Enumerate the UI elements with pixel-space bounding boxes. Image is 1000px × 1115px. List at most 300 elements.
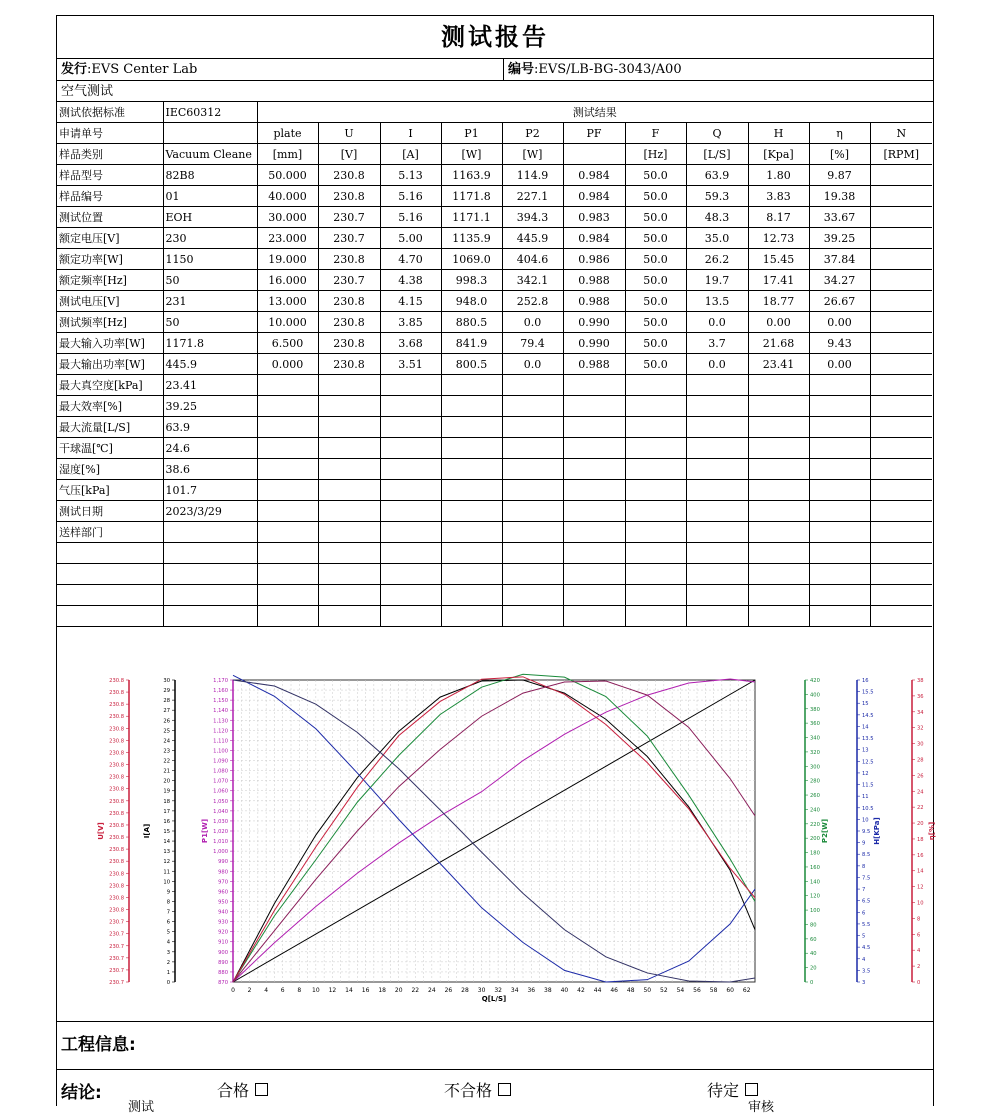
empty-cell <box>625 417 686 438</box>
axis-tick-label: 910 <box>218 939 228 946</box>
axis-tick-label: 1,150 <box>213 698 228 705</box>
x-tick-label: 62 <box>742 987 751 994</box>
empty-cell <box>686 438 748 459</box>
axis-tick-label: 990 <box>218 859 228 866</box>
result-cell: 35.0 <box>686 228 748 249</box>
result-cell: 59.3 <box>686 186 748 207</box>
empty-cell <box>502 480 563 501</box>
empty-cell <box>748 396 809 417</box>
info-label: 送样部门 <box>57 522 163 543</box>
column-unit: [Kpa] <box>748 144 809 165</box>
results-header: 测试结果 <box>257 102 932 123</box>
empty-cell <box>318 396 380 417</box>
axis-tick-label: 34 <box>917 709 924 716</box>
option-fail-label: 不合格 <box>444 1081 493 1100</box>
axis-tick-label: 890 <box>218 959 228 966</box>
empty-cell <box>870 543 932 564</box>
result-cell: 3.68 <box>380 333 441 354</box>
empty-cell <box>870 480 932 501</box>
result-cell: 34.27 <box>809 270 870 291</box>
result-cell: 0.983 <box>563 207 625 228</box>
info-label: 最大效率[%] <box>57 396 163 417</box>
axis-tick-label: 8 <box>862 863 866 870</box>
axis-tick-label: 160 <box>810 864 820 871</box>
x-tick-label: 40 <box>560 987 569 994</box>
axis-tick-label: 9.5 <box>862 829 871 835</box>
result-cell: 3.51 <box>380 354 441 375</box>
axis-tick-label: 230.8 <box>109 726 124 733</box>
axis-tick-label: 5 <box>862 933 866 940</box>
empty-cell <box>502 522 563 543</box>
axis-tick-label: 20 <box>163 778 170 785</box>
empty-cell <box>625 606 686 627</box>
column-unit: [L/S] <box>686 144 748 165</box>
axis-tick-label: 11 <box>862 794 869 801</box>
report-title: 测试报告 <box>57 16 933 59</box>
info-value: 1150 <box>163 249 257 270</box>
info-label: 额定频率[Hz] <box>57 270 163 291</box>
result-cell: 230.8 <box>318 291 380 312</box>
empty-cell <box>502 396 563 417</box>
empty-cell <box>380 438 441 459</box>
x-tick-label: 16 <box>361 987 370 994</box>
info-label: 测试频率[Hz] <box>57 312 163 333</box>
result-cell: 227.1 <box>502 186 563 207</box>
result-cell: 5.00 <box>380 228 441 249</box>
empty-cell <box>257 543 318 564</box>
result-cell: 342.1 <box>502 270 563 291</box>
axis-tick-label: 10.5 <box>862 805 874 812</box>
x-tick-label: 6 <box>280 987 285 994</box>
axis-tick-label: 900 <box>218 949 228 956</box>
x-tick-label: 38 <box>544 987 552 994</box>
axis-tick-label: 1,140 <box>213 708 228 715</box>
result-cell: 1171.8 <box>441 186 502 207</box>
result-cell: 30.000 <box>257 207 318 228</box>
table-row <box>57 564 932 585</box>
table-row <box>57 291 932 312</box>
empty-cell <box>318 585 380 606</box>
result-cell: 39.25 <box>809 228 870 249</box>
info-value <box>163 123 257 144</box>
result-cell: 841.9 <box>441 333 502 354</box>
axis-tick-label: 9 <box>862 840 866 847</box>
info-label: 湿度[%] <box>57 459 163 480</box>
info-value: 39.25 <box>163 396 257 417</box>
axis-tick-label: 870 <box>218 980 228 986</box>
axis-tick-label: 27 <box>163 708 170 715</box>
info-label: 气压[kPa] <box>57 480 163 501</box>
axis-tick-label: 21 <box>163 768 170 775</box>
empty-cell <box>809 606 870 627</box>
empty-cell <box>563 438 625 459</box>
info-value: 63.9 <box>163 417 257 438</box>
info-value: 38.6 <box>163 459 257 480</box>
info-value: 01 <box>163 186 257 207</box>
result-cell: 230.8 <box>318 186 380 207</box>
empty-cell <box>380 501 441 522</box>
table-row <box>57 144 932 165</box>
result-cell: 5.13 <box>380 165 441 186</box>
info-value: 1171.8 <box>163 333 257 354</box>
empty-cell <box>748 543 809 564</box>
result-cell <box>870 270 932 291</box>
empty-cell <box>502 564 563 585</box>
result-cell: 0.00 <box>748 312 809 333</box>
table-row <box>57 501 932 522</box>
info-label: 样品型号 <box>57 165 163 186</box>
result-cell: 3.83 <box>748 186 809 207</box>
x-tick-label: 36 <box>527 987 536 994</box>
axis-tick-label: 10 <box>163 879 170 886</box>
empty-cell <box>563 564 625 585</box>
empty-cell <box>502 543 563 564</box>
empty-cell <box>257 501 318 522</box>
info-label: 最大真空度[kPa] <box>57 375 163 396</box>
empty-cell <box>748 375 809 396</box>
empty-cell <box>380 396 441 417</box>
x-tick-label: 14 <box>345 987 353 994</box>
empty-cell <box>686 480 748 501</box>
empty-cell <box>441 585 502 606</box>
axis-tick-label: 28 <box>163 698 170 705</box>
column-unit: [W] <box>441 144 502 165</box>
result-cell: 1163.9 <box>441 165 502 186</box>
x-tick-label: 26 <box>444 987 453 994</box>
axis-tick-label: 0 <box>810 980 814 986</box>
x-tick-label: 8 <box>297 987 302 994</box>
axis-tick-label: 8 <box>166 899 170 906</box>
result-cell: 26.2 <box>686 249 748 270</box>
info-value: 50 <box>163 312 257 333</box>
result-cell: 13.000 <box>257 291 318 312</box>
empty-cell <box>625 585 686 606</box>
axis-tick-label: 30 <box>163 678 170 684</box>
results-table <box>57 102 932 627</box>
x-tick-label: 34 <box>510 987 519 994</box>
result-cell <box>870 207 932 228</box>
axis-tick-label: 230.8 <box>109 871 124 878</box>
empty-cell <box>380 543 441 564</box>
result-cell: 63.9 <box>686 165 748 186</box>
axis-tick-label: 23 <box>163 748 170 755</box>
result-cell: 800.5 <box>441 354 502 375</box>
empty-cell <box>563 480 625 501</box>
empty-cell <box>870 564 932 585</box>
axis-tick-label: 1,020 <box>213 829 228 835</box>
option-fail[interactable] <box>444 1078 511 1101</box>
axis-tick-label: 280 <box>810 778 820 785</box>
axis-tick-label: 180 <box>810 850 820 857</box>
engineering-label: 工程信息: <box>61 1035 136 1055</box>
table-row <box>57 165 932 186</box>
result-cell: 33.67 <box>809 207 870 228</box>
axis-tick-label: 30 <box>917 741 924 748</box>
x-tick-label: 22 <box>411 987 420 994</box>
empty-cell <box>625 564 686 585</box>
table-row <box>57 543 932 564</box>
empty-cell <box>257 585 318 606</box>
empty-cell <box>625 396 686 417</box>
empty-cell <box>809 417 870 438</box>
info-value: 101.7 <box>163 480 257 501</box>
result-cell: 4.15 <box>380 291 441 312</box>
info-value <box>163 606 257 627</box>
empty-cell <box>625 543 686 564</box>
axis-tick-label: 240 <box>810 807 820 814</box>
axis-tick-label: 950 <box>218 899 228 906</box>
x-tick-label: 18 <box>378 987 386 994</box>
table-row <box>57 480 932 501</box>
axis-tick-label: 2 <box>917 964 921 971</box>
axis-tick-label: 230.8 <box>109 762 124 769</box>
empty-cell <box>563 606 625 627</box>
empty-cell <box>748 522 809 543</box>
axis-tick-label: 300 <box>810 764 820 771</box>
info-value <box>163 522 257 543</box>
axis-tick-label: 380 <box>810 706 820 713</box>
axis-tick-label: 38 <box>917 678 924 684</box>
empty-cell <box>257 438 318 459</box>
conclusion-row <box>57 1070 933 1107</box>
axis-tick-label: 11.5 <box>862 782 874 789</box>
result-cell: 0.988 <box>563 354 625 375</box>
axis-tick-label: 36 <box>917 693 924 700</box>
empty-cell <box>441 459 502 480</box>
info-value: 50 <box>163 270 257 291</box>
table-row <box>57 354 932 375</box>
result-cell: 5.16 <box>380 207 441 228</box>
test-category: 空气测试 <box>57 81 933 102</box>
axis-tick-label: 9 <box>166 889 170 896</box>
result-cell: 50.0 <box>625 333 686 354</box>
info-value: 2023/3/29 <box>163 501 257 522</box>
option-pass[interactable] <box>217 1078 268 1101</box>
result-cell: 19.000 <box>257 249 318 270</box>
footer-tester: 测试 <box>128 1100 155 1115</box>
column-unit: [W] <box>502 144 563 165</box>
result-cell: 50.0 <box>625 270 686 291</box>
axis-tick-label: 260 <box>810 793 820 800</box>
empty-cell <box>318 543 380 564</box>
info-value <box>163 585 257 606</box>
column-header: H <box>748 123 809 144</box>
axis-tick-label: 1,010 <box>213 839 228 846</box>
axis-tick-label: 13.5 <box>862 736 874 743</box>
empty-cell <box>686 417 748 438</box>
axis-tick-label: 22 <box>163 758 170 765</box>
issuer-row <box>57 59 933 81</box>
axis-tick-label: 230.7 <box>109 980 124 986</box>
axis-tick-label: 0 <box>166 980 170 986</box>
column-header: η <box>809 123 870 144</box>
table-row <box>57 606 932 627</box>
axis-tick-label: 230.7 <box>109 919 124 926</box>
result-cell: 0.988 <box>563 270 625 291</box>
info-label: 最大输入功率[W] <box>57 333 163 354</box>
result-cell: 3.85 <box>380 312 441 333</box>
axis-tick-label: 28 <box>917 757 924 764</box>
axis-tick-label: 5.5 <box>862 921 871 928</box>
result-cell: 8.17 <box>748 207 809 228</box>
result-cell: 12.73 <box>748 228 809 249</box>
axis-tick-label: 1,160 <box>213 688 228 695</box>
table-row <box>57 333 932 354</box>
result-cell: 252.8 <box>502 291 563 312</box>
x-tick-label: 10 <box>312 987 320 994</box>
x-tick-label: 52 <box>660 987 668 994</box>
x-tick-label: 20 <box>394 987 403 994</box>
empty-cell <box>441 396 502 417</box>
result-cell <box>870 228 932 249</box>
empty-cell <box>318 606 380 627</box>
empty-cell <box>257 564 318 585</box>
number-cell <box>503 59 682 81</box>
info-label: 样品类别 <box>57 144 163 165</box>
axis-tick-label: 6 <box>862 910 866 917</box>
axis-tick-label: 4 <box>917 948 921 955</box>
empty-cell <box>809 396 870 417</box>
axis-tick-label: 8.5 <box>862 852 871 859</box>
axis-tick-label: 24 <box>917 789 924 796</box>
checkbox-pending[interactable] <box>745 1083 758 1096</box>
info-label: 最大流量[L/S] <box>57 417 163 438</box>
result-cell: 19.7 <box>686 270 748 291</box>
empty-cell <box>318 564 380 585</box>
chart-svg <box>57 662 936 1020</box>
empty-cell <box>686 564 748 585</box>
table-row <box>57 522 932 543</box>
info-value: IEC60312 <box>163 102 257 123</box>
axis-tick-label: 20 <box>810 965 817 972</box>
axis-tick-label: 4 <box>862 956 866 963</box>
info-value: 23.41 <box>163 375 257 396</box>
result-cell: 0.988 <box>563 291 625 312</box>
number-label: 编号 <box>508 62 535 77</box>
empty-cell <box>809 459 870 480</box>
x-tick-label: 24 <box>428 987 436 994</box>
axis-tick-label: 1,100 <box>213 748 228 755</box>
table-row <box>57 417 932 438</box>
axis-tick-label: 13 <box>862 747 869 754</box>
axis-tick-label: 5 <box>166 929 170 936</box>
table-row <box>57 249 932 270</box>
column-unit: [RPM] <box>870 144 932 165</box>
empty-cell <box>748 417 809 438</box>
axis-tick-label: 1,030 <box>213 818 228 825</box>
axis-tick-label: 230.8 <box>109 774 124 781</box>
axis-label: H[KPa] <box>873 817 881 845</box>
axis-tick-label: 230.8 <box>109 822 124 829</box>
info-value: 231 <box>163 291 257 312</box>
result-cell: 1069.0 <box>441 249 502 270</box>
info-label <box>57 564 163 585</box>
axis-tick-label: 930 <box>218 919 228 926</box>
result-cell: 6.500 <box>257 333 318 354</box>
result-cell: 50.0 <box>625 312 686 333</box>
axis-tick-label: 7 <box>166 909 170 916</box>
axis-tick-label: 960 <box>218 889 228 896</box>
empty-cell <box>257 522 318 543</box>
info-value: 445.9 <box>163 354 257 375</box>
engineering-info <box>57 1022 933 1070</box>
empty-cell <box>870 606 932 627</box>
result-cell: 0.984 <box>563 165 625 186</box>
result-cell: 79.4 <box>502 333 563 354</box>
result-cell: 0.990 <box>563 312 625 333</box>
result-cell: 10.000 <box>257 312 318 333</box>
result-cell: 880.5 <box>441 312 502 333</box>
axis-tick-label: 3.5 <box>862 968 871 975</box>
result-cell: 445.9 <box>502 228 563 249</box>
axis-tick-label: 22 <box>917 805 924 812</box>
empty-cell <box>380 585 441 606</box>
empty-cell <box>441 438 502 459</box>
axis-tick-label: 26 <box>163 718 170 725</box>
result-cell: 0.0 <box>686 354 748 375</box>
axis-tick-label: 340 <box>810 735 820 742</box>
table-row <box>57 459 932 480</box>
axis-tick-label: 1,090 <box>213 758 228 765</box>
axis-tick-label: 880 <box>218 969 228 976</box>
info-label <box>57 585 163 606</box>
table-row <box>57 312 932 333</box>
axis-tick-label: 230.7 <box>109 955 124 962</box>
number-value: :EVS/LB-BG-3043/A00 <box>534 62 682 77</box>
axis-tick-label: 3 <box>166 949 170 956</box>
table-row <box>57 375 932 396</box>
performance-chart <box>57 662 936 1022</box>
result-cell: 50.0 <box>625 165 686 186</box>
axis-label: P2[W] <box>821 818 829 844</box>
axis-tick-label: 4.5 <box>862 945 871 952</box>
axis-tick-label: 12 <box>862 770 869 777</box>
x-tick-label: 0 <box>231 987 235 994</box>
axis-tick-label: 230.8 <box>109 678 124 684</box>
empty-cell <box>563 459 625 480</box>
result-cell: 230.8 <box>318 165 380 186</box>
empty-cell <box>441 501 502 522</box>
empty-cell <box>380 606 441 627</box>
issuer-value: :EVS Center Lab <box>87 62 198 77</box>
empty-cell <box>625 522 686 543</box>
empty-cell <box>809 564 870 585</box>
axis-tick-label: 15 <box>862 701 869 708</box>
info-label: 测试电压[V] <box>57 291 163 312</box>
axis-tick-label: 320 <box>810 749 820 756</box>
empty-cell <box>380 564 441 585</box>
axis-tick-label: 13 <box>163 849 170 856</box>
axis-tick-label: 24 <box>163 738 170 745</box>
result-cell: 394.3 <box>502 207 563 228</box>
result-cell <box>870 354 932 375</box>
empty-cell <box>870 522 932 543</box>
empty-cell <box>441 417 502 438</box>
column-header: F <box>625 123 686 144</box>
checkbox-pass[interactable] <box>255 1083 268 1096</box>
checkbox-fail[interactable] <box>498 1083 511 1096</box>
axis-tick-label: 230.7 <box>109 931 124 938</box>
result-cell: 998.3 <box>441 270 502 291</box>
table-row <box>57 102 932 123</box>
result-cell: 3.7 <box>686 333 748 354</box>
axis-tick-label: 16 <box>917 852 924 859</box>
axis-tick-label: 16 <box>163 818 170 825</box>
axis-tick-label: 10 <box>917 900 924 907</box>
axis-tick-label: 100 <box>810 908 820 915</box>
empty-cell <box>563 522 625 543</box>
empty-cell <box>625 459 686 480</box>
